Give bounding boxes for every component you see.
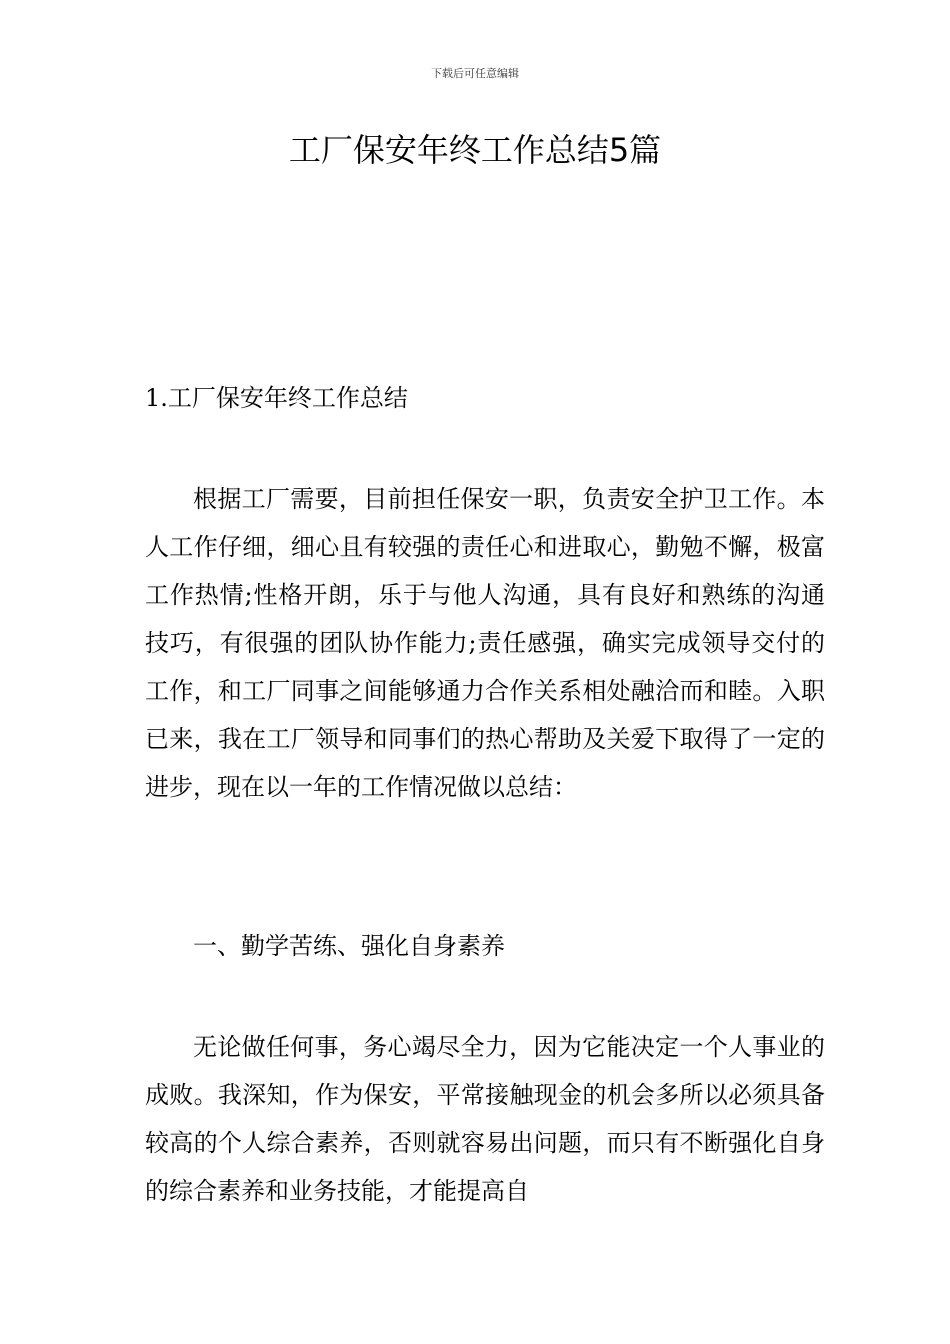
paragraph-intro: 根据工厂需要，目前担任保安一职，负责安全护卫工作。本人工作仔细，细心且有较强的责任心和进取心，勤勉不懈，极富工作热情;性格开朗，乐于与他人沟通，具有良好和熟练的沟通技巧，有很强的团队协作能力;责任感强，确实完成领导交付的工作，和工厂同事之间能够通力合作关系相处融洽而和睦。入职已来，我在工厂领导和同事们的热心帮助及关爱下取得了一定的进步，现在以一年的工作情况做以总结：: [145, 485, 825, 801]
subheading-study: 一、勤学苦练、强化自身素养: [193, 932, 505, 960]
section-heading: 1.工厂保安年终工作总结: [145, 384, 408, 412]
header-note: 下载后可任意编辑: [431, 67, 519, 80]
document-title: 工厂保安年终工作总结5篇: [288, 131, 662, 169]
paragraph-study: 无论做任何事，务心竭尽全力，因为它能决定一个人事业的成败。我深知，作为保安，平常接触现金的机会多所以必须具备较高的个人综合素养，否则就容易出问题，而只有不断强化自身的综合素养和业务技能，才能提高自: [145, 1033, 825, 1205]
